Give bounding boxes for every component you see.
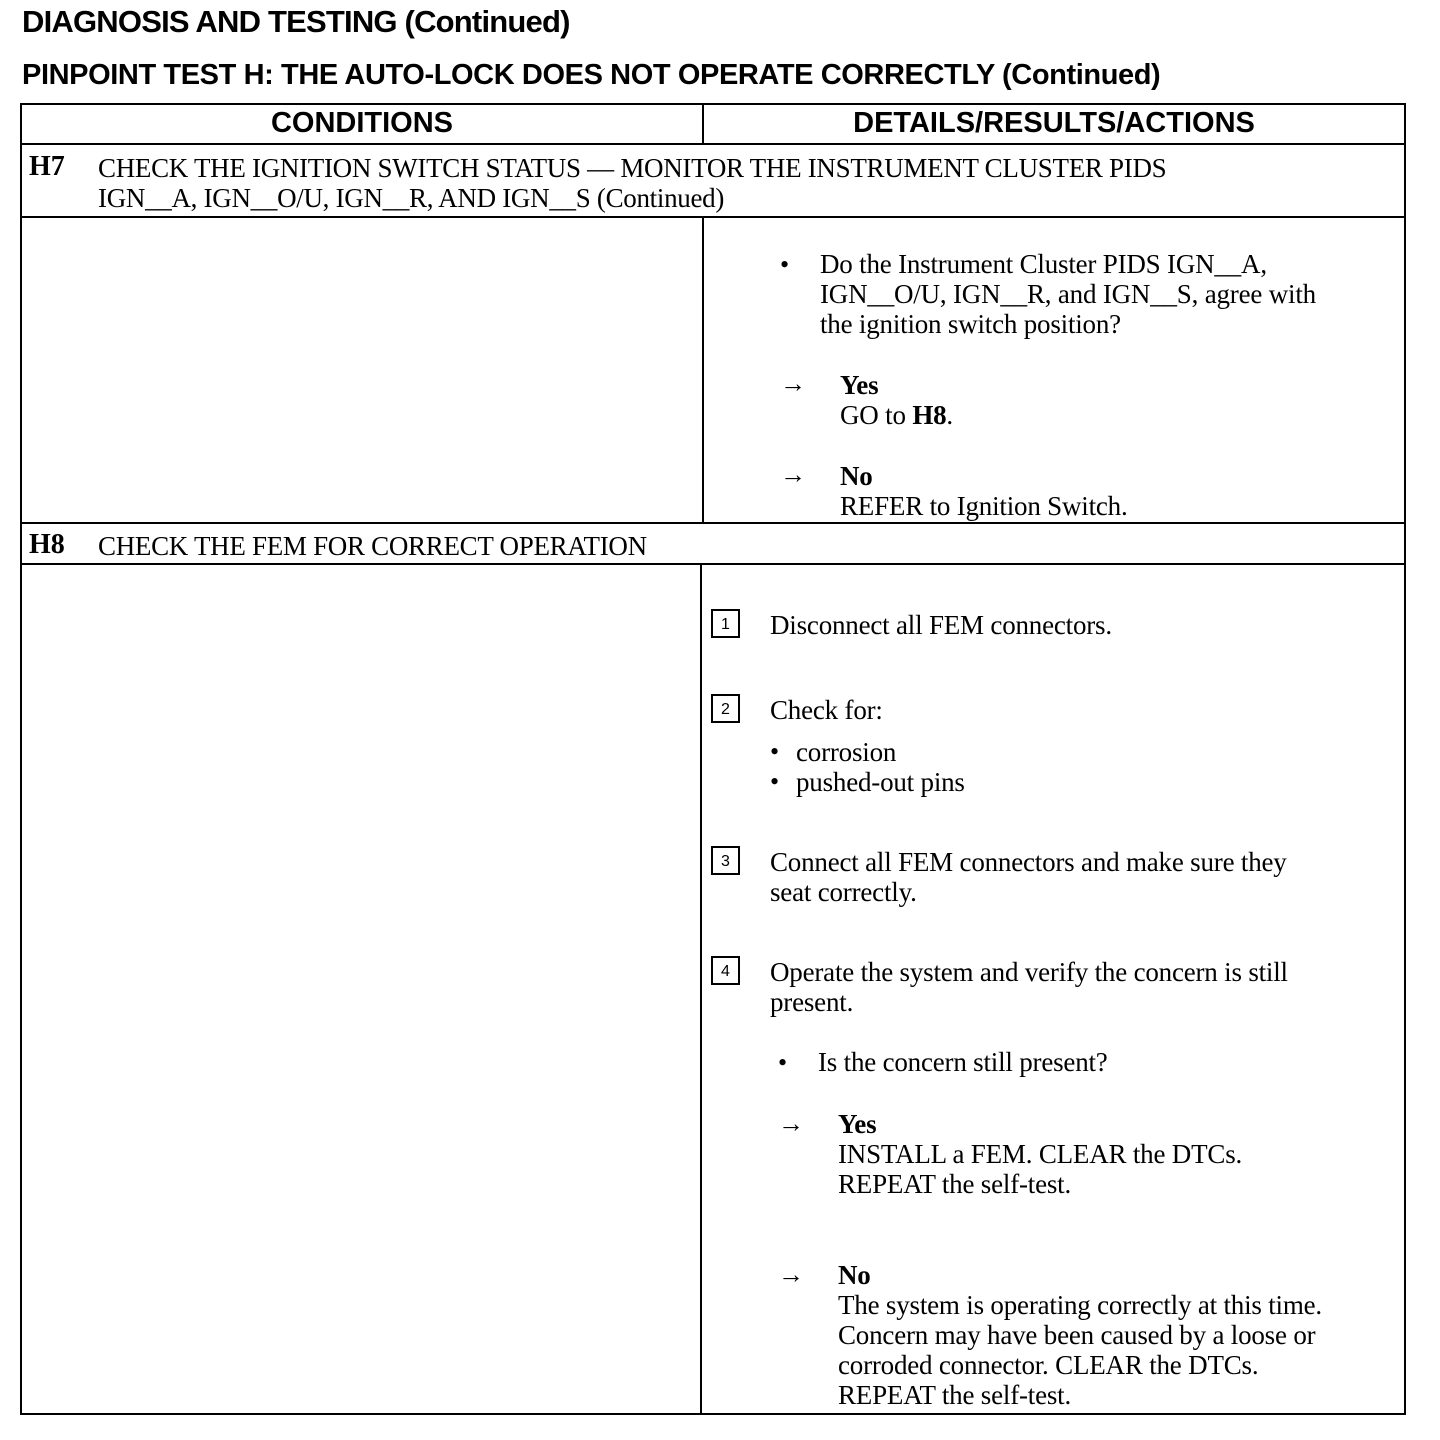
step-number-box-1: 1 bbox=[711, 609, 740, 638]
step-number-box-3: 3 bbox=[711, 846, 740, 875]
h8-no-arrow-icon: → bbox=[778, 1260, 804, 1289]
h8-check-bullet-2: • bbox=[770, 767, 780, 796]
h8-step-3-text: Connect all FEM connectors and make sure they seat correctly. bbox=[770, 847, 1287, 907]
h8-question-bullet: • bbox=[778, 1048, 788, 1077]
step-number-box-2: 2 bbox=[711, 694, 740, 723]
h8-check-item-pins: pushed-out pins bbox=[796, 767, 965, 797]
h7-yes-result bbox=[840, 370, 953, 430]
h7-no-label: No bbox=[840, 461, 873, 491]
pinpoint-test-heading: PINPOINT TEST H: THE AUTO-LOCK DOES NOT OPERATE CORRECTLY (Continued) bbox=[22, 59, 1161, 91]
h7-no-arrow-icon: → bbox=[780, 460, 806, 489]
step-h7-title-line2: IGN__A, IGN__O/U, IGN__R, AND IGN__S (Continued) bbox=[98, 183, 725, 213]
h8-step-2-text: Check for: bbox=[770, 695, 883, 725]
conditions-column-header: CONDITIONS bbox=[270, 107, 454, 139]
h7-no-result bbox=[840, 461, 1128, 521]
h7-question-bullet: • bbox=[780, 250, 790, 279]
h8-check-bullet-1: • bbox=[770, 737, 780, 766]
h8-step-4-text: Operate the system and verify the concern is still present. bbox=[770, 957, 1288, 1017]
step-h7-id: H7 bbox=[29, 151, 65, 182]
h7-question: Do the Instrument Cluster PIDS IGN__A, IGN__O/U, IGN__R, and IGN__S, agree with the ignition switch position? bbox=[820, 249, 1316, 339]
column-divider-h8 bbox=[700, 563, 702, 1413]
h8-title-top-divider bbox=[22, 522, 1404, 524]
h8-title-bottom-divider bbox=[22, 563, 1404, 565]
h7-title-divider bbox=[22, 216, 1404, 218]
h8-question: Is the concern still present? bbox=[818, 1047, 1108, 1077]
step-h7-title-line1: CHECK THE IGNITION SWITCH STATUS — MONITOR THE INSTRUMENT CLUSTER PIDS bbox=[98, 153, 1167, 183]
h8-check-item-corrosion: corrosion bbox=[796, 737, 897, 767]
h8-step-1-text: Disconnect all FEM connectors. bbox=[770, 610, 1112, 640]
h8-no-result: No The system is operating correctly at this time. Concern may have been caused by a loose or corroded connector. CLEAR the DTCs. REPEAT the self-test. bbox=[838, 1260, 1322, 1410]
h7-yes-action: GO to H8. bbox=[840, 400, 953, 430]
h7-no-action: REFER to Ignition Switch. bbox=[840, 491, 1128, 521]
pinpoint-test-table bbox=[20, 103, 1406, 1415]
page-title: DIAGNOSIS AND TESTING (Continued) bbox=[22, 4, 570, 39]
column-divider-h7 bbox=[702, 216, 704, 522]
h8-no-label: No bbox=[838, 1260, 871, 1290]
step-number-box-4: 4 bbox=[711, 956, 740, 985]
step-h7-title bbox=[98, 153, 1166, 213]
h8-yes-result: Yes INSTALL a FEM. CLEAR the DTCs. REPEAT the self-test. bbox=[838, 1109, 1243, 1199]
step-h8-id: H8 bbox=[29, 529, 65, 560]
h7-yes-arrow-icon: → bbox=[780, 369, 806, 398]
details-column-header: DETAILS/RESULTS/ACTIONS bbox=[853, 107, 1255, 139]
h8-yes-arrow-icon: → bbox=[778, 1109, 804, 1138]
header-row-divider bbox=[22, 143, 1404, 145]
step-h8-title: CHECK THE FEM FOR CORRECT OPERATION bbox=[98, 531, 647, 561]
h8-yes-label: Yes bbox=[838, 1109, 877, 1139]
h7-yes-label: Yes bbox=[840, 370, 879, 400]
